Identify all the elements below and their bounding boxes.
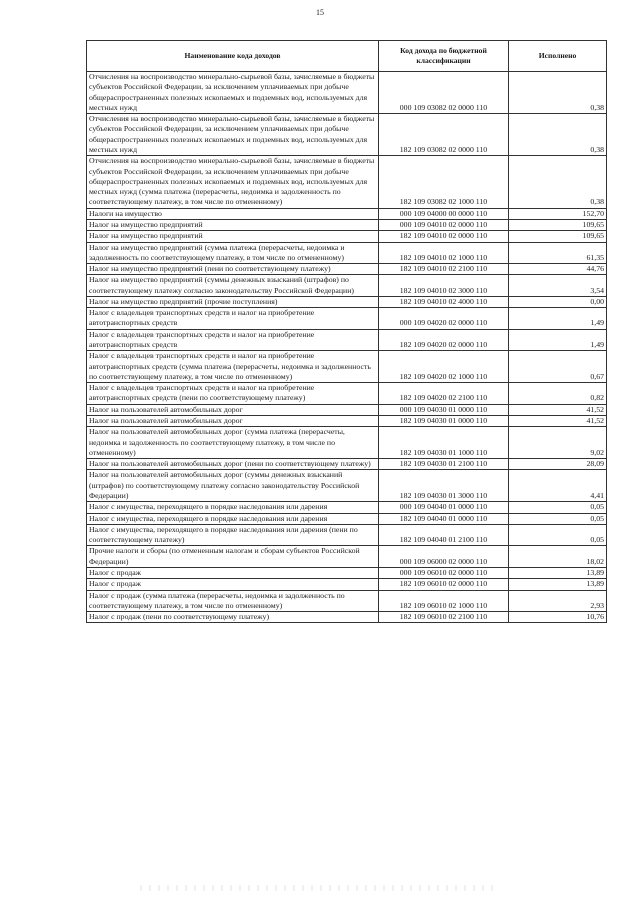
row-code-cell: 182 109 04010 02 4000 110 <box>379 296 509 307</box>
row-name-cell: Налог на пользователей автомобильных дорог (сумма платежа (перерасчеты, недоимка и задолженность по соответствующему платежу, в том числе по отмененному) <box>87 427 379 459</box>
row-name-cell: Налог с продаж <box>87 567 379 578</box>
table-row <box>87 470 607 502</box>
row-value-cell: 9,02 <box>509 427 607 459</box>
row-value-cell: 0,67 <box>509 351 607 383</box>
revenue-table <box>86 40 607 623</box>
row-value-cell: 13,89 <box>509 579 607 590</box>
row-name-cell: Налог с владельцев транспортных средств и налог на приобретение автотранспортных средств <box>87 329 379 351</box>
row-code-cell: 000 109 04010 02 0000 110 <box>379 219 509 230</box>
row-name-cell: Налог на имущество предприятий <box>87 231 379 242</box>
row-value-cell: 1,49 <box>509 308 607 330</box>
row-name-cell: Налог на пользователей автомобильных дорог (суммы денежных взысканий (штрафов) по соответствующему платежу согласно законодательству Российской Федерации) <box>87 470 379 502</box>
row-value-cell: 0,05 <box>509 513 607 524</box>
row-name-cell: Налог с продаж (пени по соответствующему платежу) <box>87 612 379 623</box>
row-code-cell: 000 109 06000 02 0000 110 <box>379 546 509 568</box>
table-row <box>87 404 607 415</box>
table-row <box>87 242 607 264</box>
row-value-cell: 0,05 <box>509 524 607 546</box>
row-value-cell: 109,65 <box>509 231 607 242</box>
row-name-cell: Налог на имущество предприятий <box>87 219 379 230</box>
row-code-cell: 182 109 04010 02 0000 110 <box>379 231 509 242</box>
table-row <box>87 546 607 568</box>
row-name-cell: Налог на имущество предприятий (пени по соответствующему платежу) <box>87 264 379 275</box>
row-name-cell: Налог на имущество предприятий (суммы денежных взысканий (штрафов) по соответствующему платежу согласно законодательству Российской Федерации) <box>87 275 379 297</box>
row-value-cell: 13,89 <box>509 567 607 578</box>
row-value-cell: 4,41 <box>509 470 607 502</box>
row-code-cell: 182 109 04030 01 0000 110 <box>379 416 509 427</box>
row-name-cell: Налог с владельцев транспортных средств и налог на приобретение автотранспортных средств (сумма платежа (перерасчеты, недоимка и задолженность по соответствующему платежу, в том числе по отмененному) <box>87 351 379 383</box>
table-row <box>87 264 607 275</box>
table-row <box>87 72 607 114</box>
header-code: Код дохода по бюджетной классификации <box>379 41 509 72</box>
row-value-cell: 44,76 <box>509 264 607 275</box>
table-row <box>87 524 607 546</box>
header-value: Исполнено <box>509 41 607 72</box>
row-value-cell: 152,70 <box>509 208 607 219</box>
table-body <box>87 72 607 623</box>
row-code-cell: 182 109 04010 02 1000 110 <box>379 242 509 264</box>
table-row <box>87 513 607 524</box>
table-row <box>87 590 607 612</box>
row-code-cell: 182 109 06010 02 2100 110 <box>379 612 509 623</box>
table-row <box>87 567 607 578</box>
row-value-cell: 18,02 <box>509 546 607 568</box>
row-code-cell: 000 109 04000 00 0000 110 <box>379 208 509 219</box>
table-row <box>87 219 607 230</box>
header-name: Наименование кода доходов <box>87 41 379 72</box>
row-code-cell: 182 109 04030 01 1000 110 <box>379 427 509 459</box>
row-name-cell: Налог на пользователей автомобильных дорог (пени по соответствующему платежу) <box>87 459 379 470</box>
row-code-cell: 182 109 04010 02 2100 110 <box>379 264 509 275</box>
table-row <box>87 427 607 459</box>
row-value-cell: 1,49 <box>509 329 607 351</box>
table-row <box>87 296 607 307</box>
scan-artifact <box>140 885 500 891</box>
row-name-cell: Налог с имущества, переходящего в порядке наследования или дарения <box>87 513 379 524</box>
table-row <box>87 114 607 156</box>
row-value-cell: 0,82 <box>509 383 607 405</box>
row-name-cell: Налог на имущество предприятий (сумма платежа (перерасчеты, недоимка и задолженность по соответствующему платежу, в том числе по отмененному) <box>87 242 379 264</box>
table-row <box>87 459 607 470</box>
row-code-cell: 000 109 04020 02 0000 110 <box>379 308 509 330</box>
row-code-cell: 182 109 03082 02 0000 110 <box>379 114 509 156</box>
table-row <box>87 308 607 330</box>
row-code-cell: 182 109 03082 02 1000 110 <box>379 156 509 208</box>
table-row <box>87 416 607 427</box>
row-code-cell: 182 109 06010 02 0000 110 <box>379 579 509 590</box>
row-value-cell: 0,05 <box>509 502 607 513</box>
row-name-cell: Налог с владельцев транспортных средств и налог на приобретение автотранспортных средств <box>87 308 379 330</box>
row-code-cell: 182 109 04030 01 3000 110 <box>379 470 509 502</box>
row-name-cell: Отчисления на воспроизводство минерально-сырьевой базы, зачисляемые в бюджеты субъектов Российской Федерации, за исключением уплачиваемых при добыче общераспространенных полезных ископаемых и подземных вод, используемых для местных нужд <box>87 114 379 156</box>
table-row <box>87 383 607 405</box>
row-value-cell: 3,54 <box>509 275 607 297</box>
table-row <box>87 231 607 242</box>
table-row <box>87 156 607 208</box>
row-value-cell: 0,00 <box>509 296 607 307</box>
table-row <box>87 351 607 383</box>
row-value-cell: 41,52 <box>509 416 607 427</box>
row-value-cell: 28,09 <box>509 459 607 470</box>
row-name-cell: Прочие налоги и сборы (по отмененным налогам и сборам субъектов Российской Федерации) <box>87 546 379 568</box>
row-name-cell: Налоги на имущество <box>87 208 379 219</box>
row-value-cell: 10,76 <box>509 612 607 623</box>
row-name-cell: Налог на пользователей автомобильных дорог <box>87 404 379 415</box>
row-value-cell: 2,93 <box>509 590 607 612</box>
table-header <box>87 41 607 72</box>
row-code-cell: 000 109 06010 02 0000 110 <box>379 567 509 578</box>
row-code-cell: 000 109 04040 01 0000 110 <box>379 502 509 513</box>
table-row <box>87 502 607 513</box>
row-code-cell: 182 109 04040 01 2100 110 <box>379 524 509 546</box>
row-name-cell: Налог с продаж (сумма платежа (перерасчеты, недоимка и задолженность по соответствующему платежу, в том числе по отмененному) <box>87 590 379 612</box>
row-code-cell: 182 109 04040 01 0000 110 <box>379 513 509 524</box>
row-value-cell: 109,65 <box>509 219 607 230</box>
row-name-cell: Налог с владельцев транспортных средств и налог на приобретение автотранспортных средств (пени по соответствующему платежу) <box>87 383 379 405</box>
row-code-cell: 182 109 04020 02 0000 110 <box>379 329 509 351</box>
header-row <box>87 41 607 72</box>
page-number: 15 <box>316 8 324 17</box>
row-value-cell: 0,38 <box>509 72 607 114</box>
row-value-cell: 0,38 <box>509 156 607 208</box>
table-row <box>87 612 607 623</box>
row-name-cell: Отчисления на воспроизводство минерально-сырьевой базы, зачисляемые в бюджеты субъектов Российской Федерации, за исключением уплачиваемых при добыче общераспространенных полезных ископаемых и подземных вод, используемых для местных нужд (сумма платежа (перерасчеты, недоимка и задолженность по соответствующему платежу, в том числе по отмененному) <box>87 156 379 208</box>
row-code-cell: 182 109 04020 02 1000 110 <box>379 351 509 383</box>
row-value-cell: 61,35 <box>509 242 607 264</box>
row-name-cell: Отчисления на воспроизводство минерально-сырьевой базы, зачисляемые в бюджеты субъектов Российской Федерации, за исключением уплачиваемых при добыче общераспространенных полезных ископаемых и подземных вод, используемых для местных нужд <box>87 72 379 114</box>
table-row <box>87 579 607 590</box>
table-row <box>87 208 607 219</box>
row-code-cell: 182 109 04030 01 2100 110 <box>379 459 509 470</box>
row-code-cell: 000 109 04030 01 0000 110 <box>379 404 509 415</box>
table-row <box>87 275 607 297</box>
row-code-cell: 000 109 03082 02 0000 110 <box>379 72 509 114</box>
row-name-cell: Налог на имущество предприятий (прочие поступления) <box>87 296 379 307</box>
row-name-cell: Налог с имущества, переходящего в порядке наследования или дарения <box>87 502 379 513</box>
row-value-cell: 0,38 <box>509 114 607 156</box>
row-name-cell: Налог с продаж <box>87 579 379 590</box>
row-code-cell: 182 109 04010 02 3000 110 <box>379 275 509 297</box>
row-value-cell: 41,52 <box>509 404 607 415</box>
row-code-cell: 182 109 04020 02 2100 110 <box>379 383 509 405</box>
row-name-cell: Налог на пользователей автомобильных дорог <box>87 416 379 427</box>
row-name-cell: Налог с имущества, переходящего в порядке наследования или дарения (пени по соответствующему платежу) <box>87 524 379 546</box>
table-row <box>87 329 607 351</box>
row-code-cell: 182 109 06010 02 1000 110 <box>379 590 509 612</box>
